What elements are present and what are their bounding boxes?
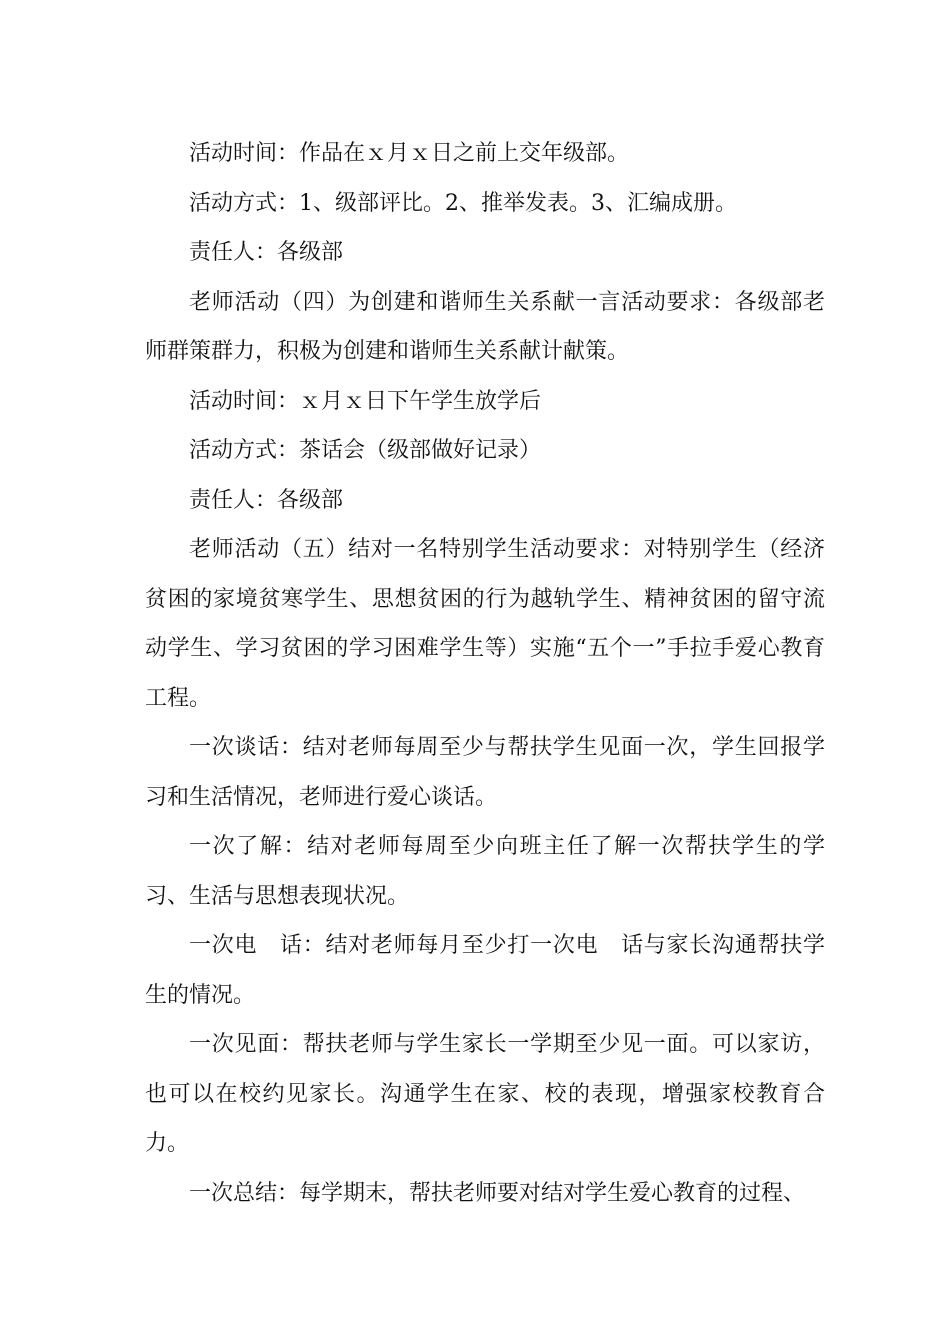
paragraph-activity-method-1: 活动方式：1、级部评比。2、推举发表。3、汇编成册。: [189, 190, 737, 216]
paragraph-one-talk: 一次谈话：结对老师每周至少与帮扶学生见面一次，学生回报学习和生活情况，老师进行爱心谈话。: [145, 735, 825, 810]
paragraph-activity-time-1: 活动时间：作品在ｘ月ｘ日之前上交年级部。: [189, 141, 630, 166]
paragraph-activity-method-2: 活动方式：茶话会（级部做好记录）: [189, 438, 542, 463]
paragraph-one-phone-call: 一次电 话：结对老师每月至少打一次电 话与家长沟通帮扶学生的情况。: [145, 933, 825, 1008]
paragraph-responsible-2: 责任人：各级部: [189, 487, 344, 513]
paragraph-one-summary: 一次总结：每学期末，帮扶老师要对结对学生爱心教育的过程、: [189, 1180, 806, 1206]
paragraph-responsible-1: 责任人：各级部: [189, 240, 344, 265]
paragraph-activity-time-2: 活动时间：ｘ月ｘ日下午学生放学后: [189, 388, 542, 414]
paragraph-teacher-activity-4: 老师活动（四）为创建和谐师生关系献一言活动要求：各级部老师群策群力，积极为创建和谐师生关系献计献策。: [145, 289, 825, 364]
paragraph-one-meeting: 一次见面：帮扶老师与学生家长一学期至少见一面。可以家访，也可以在校约见家长。沟通学生在家、校的表现，增强家校教育合力。: [145, 1032, 825, 1156]
paragraph-teacher-activity-5: 老师活动（五）结对一名特别学生活动要求：对特别学生（经济贫困的家境贫寒学生、思想贫困的行为越轨学生、精神贫困的留守流动学生、学习贫困的学习困难学生等）实施“五个一”手拉手爱心教育工程。: [145, 537, 825, 711]
paragraph-one-understanding: 一次了解：结对老师每周至少向班主任了解一次帮扶学生的学习、生活与思想表现状况。: [145, 834, 825, 909]
document-body: [145, 129, 825, 1218]
